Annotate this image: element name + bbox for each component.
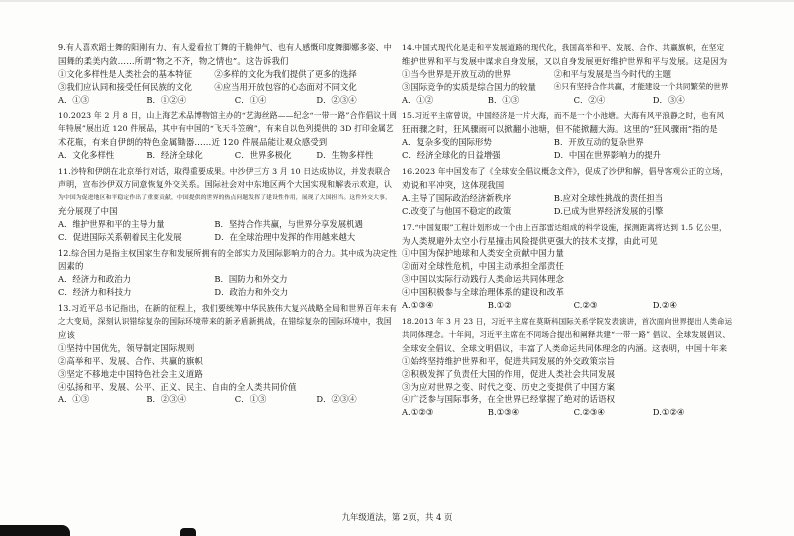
option-row-two (402, 68, 732, 81)
answer-option: A．复杂多变的国际形势 (402, 137, 492, 148)
answer-option: B．国防力和外交力 (214, 274, 288, 285)
answer-option: C．世界多极化 (234, 150, 292, 161)
text-line: 17.“中国复眼”工程计划形成一个由上百部雷达组成的科学设施，探测距离将达到 1.5 亿公里， (402, 222, 727, 232)
answer-option: B．②③④ (146, 394, 187, 405)
option-row-four (402, 299, 732, 312)
answer-option: A．①③ (58, 94, 90, 105)
answer-option: ①文化多样性是人类社会的基本特征 (58, 68, 192, 79)
option-row-two (58, 286, 398, 299)
text-line: 16.2023 年中国发布了《全球安全倡议概念文件》，促成了沙伊和解，倡导客观公正的立场， (402, 167, 729, 177)
answer-option: A．经济力和政治力 (58, 274, 132, 285)
answer-option: A．文化多样性 (58, 150, 115, 161)
text-line: 之大变局，深刻认识错综复杂的国际环境带来的新矛盾新挑战，在错综复杂的国际环境中，我国 (58, 317, 392, 326)
answer-option: C．②④ (573, 94, 606, 105)
option-row-two (58, 68, 398, 81)
text-line: 为人类规避外太空小行星撞击风险提供更强大的技术支撑，由此可见 (402, 235, 658, 246)
text-line: ②积极发挥了负责任大国的作用，促进人类社会共同发展 (402, 368, 616, 379)
text-line: ①坚持中国优先，领导制定国际规则 (58, 342, 195, 353)
answer-option: C.②③④ (573, 407, 605, 418)
answer-option: ②和平与发展是当今时代的主题 (553, 68, 672, 79)
text-line: ④中国积极参与全球治理体系的建设和改革 (402, 287, 564, 298)
answer-option: C．促进国际关系朝着民主化发展 (58, 231, 182, 242)
text-line: ③为应对世界之变、时代之变、历史之变提供了中国方案 (402, 381, 616, 392)
answer-option: ①当今世界是开放互动的世界 (402, 68, 511, 79)
answer-option: A．①② (402, 94, 434, 105)
answer-option: D．②③④ (316, 394, 357, 405)
answer-option: A.①②③ (402, 407, 434, 418)
option-row-four (58, 149, 398, 162)
option-row-two (58, 231, 398, 244)
answer-option: C.改变了与他国不稳定的政策 (402, 205, 512, 216)
text-line: 11.沙特和伊朗在北京举行对话，取得重要成果。中沙伊三方 3 月 10 日达成协议，并发表联合 (58, 167, 391, 177)
answer-option: ②多样的文化为我们提供了更多的选择 (214, 68, 357, 79)
answer-option: B．开放互动的复杂世界 (553, 137, 644, 148)
answer-option: D．中国在世界影响力的提升 (553, 150, 662, 161)
answer-option: D．②③④ (316, 94, 357, 105)
answer-option: A.①③④ (402, 300, 434, 311)
answer-option: D．政治力和外交力 (214, 287, 289, 298)
answer-option: C．经济全球化的日益增强 (402, 150, 501, 161)
option-row-two (58, 218, 398, 231)
answer-option: A．①③ (58, 394, 90, 405)
option-row-two (58, 273, 398, 286)
answer-option: C．①④ (234, 94, 267, 105)
answer-option: ③我们应认同和接受任何民族的文化 (58, 81, 192, 92)
text-line: 维护世界和平与发展中谋求自身发展，又以自身发展更好维护世界和平与发展。这是因为 (402, 55, 728, 66)
answer-option: D．在全球治理中发挥的作用越来越大 (214, 231, 356, 242)
text-line: 9.有人喜欢蹈士舞的阳刚有力、有人爱看拉丁舞的干脆伸气、也有人感慨印度舞脚娜多姿、中 (58, 43, 392, 52)
answer-option: C．经济力和科技力 (58, 287, 132, 298)
answer-option: B．①②④ (146, 94, 187, 105)
text-line: 13.习近平总书记指出，在新的征程上，我们要统筹中华民族伟大复兴战略全局和世界百年未有 (58, 304, 398, 314)
answer-option: ④应当用开放包容的心态面对不同文化 (214, 81, 357, 92)
answer-option: D.②④ (652, 300, 677, 311)
text-line: ③中国以实际行动践行人类命运共同体理念 (402, 274, 564, 285)
scan-blot (0, 525, 70, 536)
text-line: ①中国为保护地球和人类安全贡献中国力量 (402, 248, 564, 259)
left-column (58, 42, 398, 406)
answer-option: B．经济全球化 (146, 150, 203, 161)
option-row-two (402, 205, 732, 218)
answer-option: B．坚持合作共赢，与世界分享发展机遇 (214, 218, 363, 229)
text-line: ④弘扬和平、发展、公平、正义、民主、自由的全人类共同价值 (58, 381, 297, 392)
answer-option: D.①②④ (652, 407, 685, 418)
text-line: 18.2013 年 3 月 23 日，习近平主席在莫斯科国际关系学院发表演讲，首次面向世界提出人类命运 (402, 317, 733, 326)
text-line: ②面对全球性危机，中国主动承担全部责任 (402, 261, 564, 272)
text-line: ④广泛参与国际事务，在全世界已经掌握了绝对的话语权 (402, 394, 616, 405)
text-line: 国舞的柔美内敛……所谓“物之不齐，物之情也”。这告诉我们 (58, 55, 289, 66)
page-footer: 九年级道法，第 2页，共 4 页 (341, 512, 453, 522)
option-row-four (58, 94, 398, 107)
text-line: 劝说和平冲突，这体现我国 (402, 179, 505, 190)
text-line: 全球安全倡议、全球文明倡议，丰富了人类命运共同体理念的内涵。这表明，中国十年来 (402, 342, 728, 353)
answer-option: ④只有坚持合作共赢，才能建设一个共同繁荣的世界 (553, 81, 729, 91)
option-row-four (402, 406, 732, 419)
text-line: ①始终坚持维护世界和平，促进共同发展的外交政策宗旨 (402, 355, 616, 366)
text-line: 共同体理念。十年间，习近平主席在不同场合提出和阐释共建“一带一路” 倡议、全球发展倡议、 (402, 329, 731, 339)
text-line: 狂雨骤之时，狂风骤雨可以掀翻小池塘，但不能掀翻大海。这里的“狂风骤雨”指的是 (402, 124, 718, 135)
answer-option: B．①③ (487, 94, 520, 105)
text-line: 充分展现了中国 (58, 205, 118, 216)
option-row-two (58, 81, 398, 94)
answer-option: D．生物多样性 (316, 150, 374, 161)
option-row-four (402, 94, 732, 107)
answer-option: B.应对全球性挑战的责任担当 (553, 192, 664, 203)
option-row-two (402, 81, 732, 94)
text-line: ②高举和平、发展、合作、共赢的旗帜 (58, 355, 203, 366)
answer-option: D．③④ (652, 94, 685, 105)
text-line: 因素的 (58, 261, 84, 272)
text-line: 应该 (58, 329, 76, 340)
option-row-two (402, 149, 732, 162)
option-row-four (58, 393, 398, 406)
option-row-two (402, 136, 732, 149)
answer-option: B.①② (487, 300, 512, 311)
scan-edge (0, 0, 794, 2)
answer-option: B.①③④ (487, 407, 520, 418)
text-line: 声明，宣布沙伊双方同意恢复外交关系。国际社会对中东地区两个大国实现和解表示欢迎，认 (58, 180, 393, 189)
answer-option: A.主导了国际政治经济新秩序 (402, 192, 512, 203)
text-line: 年特展”展出近 120 件展品，其中有中国的“飞天斗笠碗”，有来自以色列提供的 3D 打印金属艺 (58, 124, 394, 134)
text-line: 术花瓶，有来自伊朗的特色金属锄器……近 120 件展品能让观众感受到 (58, 137, 328, 148)
scan-blot-small (180, 528, 196, 536)
answer-option: ③国际竞争的实质是综合国力的较量 (402, 81, 536, 92)
right-column (402, 42, 732, 419)
text-line: ③坚定不移地走中国特色社会主义道路 (58, 368, 203, 379)
answer-option: D.已成为世界经济发展的引擎 (553, 205, 664, 216)
text-line: 12.综合国力是指主权国家生存和发展所拥有的全部实力及国际影响力的合力。其中成为决定性 (58, 248, 398, 258)
answer-option: A．维护世界和平的主导力量 (58, 218, 165, 229)
answer-option: C.②③ (573, 300, 598, 311)
text-line: 14.中国式现代化是走和平发展道路的现代化，我国高举和平、发展、合作、共赢旗帜，在坚定 (402, 43, 725, 52)
option-row-two (402, 192, 732, 205)
answer-option: C．①③ (234, 394, 267, 405)
text-line: 为中国为促进地区和平稳定作出了重要贡献，中国提供的世界的热点问题发挥了建设性作用，展现了大国担当。这件外交大事， (58, 194, 392, 201)
text-line: 15.习近平主席曾说，中国经济是一片大海，而不是一个小池塘。大海有风平浪静之时，也有风 (402, 111, 725, 121)
text-line: 10.2023 年 2 月 8 日，山上海艺术品博物馆主办的“艺海丝路——纪念“一带一路”合作倡议十周 (58, 111, 398, 121)
